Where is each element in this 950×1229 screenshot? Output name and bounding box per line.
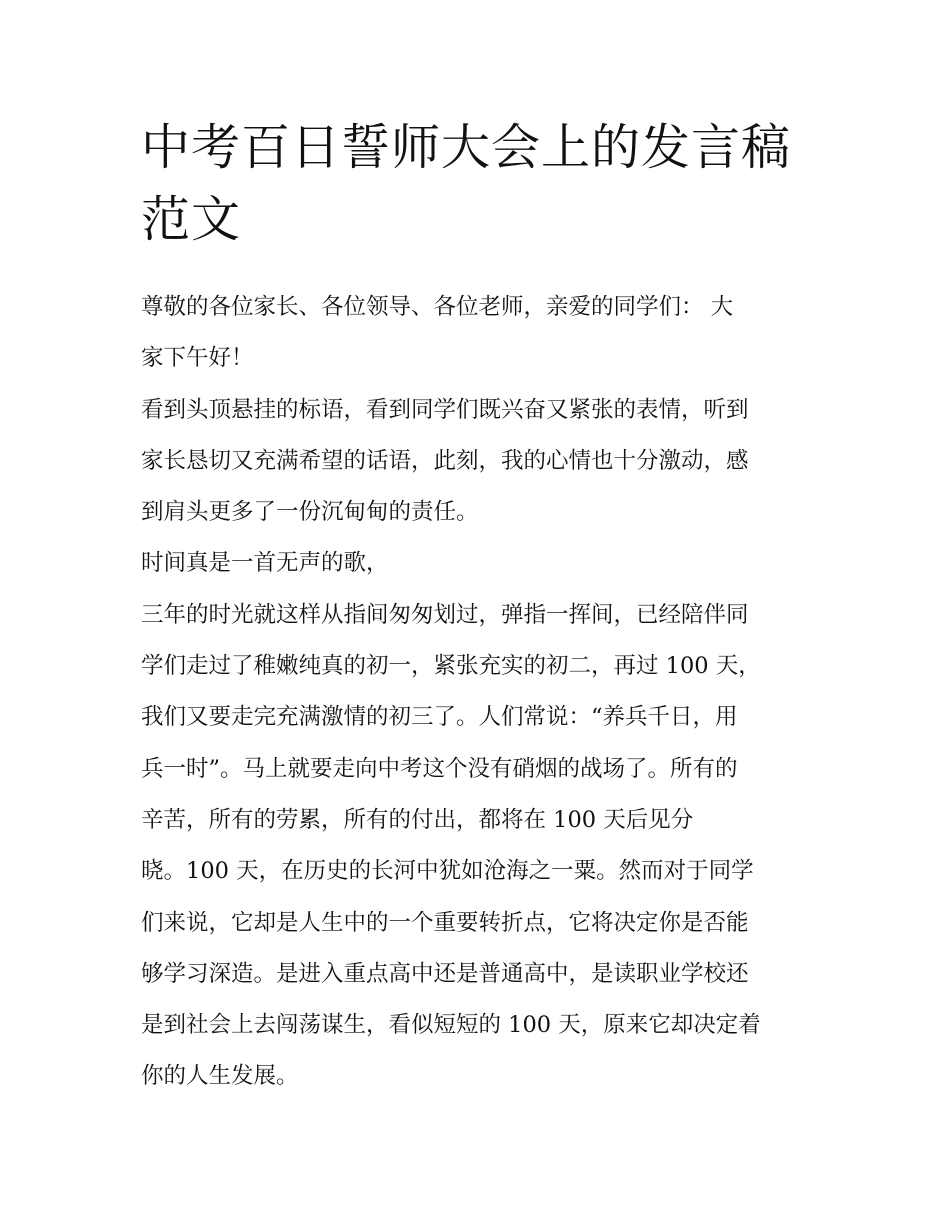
paragraph <box>141 385 813 539</box>
document-content <box>141 112 813 1103</box>
text-line: 是到社会上去闯荡谋生，看似短短的 100 天，原来它却决定着 <box>141 1012 761 1039</box>
text-line: 三年的时光就这样从指间匆匆划过，弹指一挥间，已经陪伴同 <box>141 601 749 628</box>
text-line: 我们又要走完充满激情的初三了。人们常说：“养兵千日，用 <box>141 704 738 731</box>
paragraph <box>141 282 813 385</box>
text-line: 晓。100 天，在历史的长河中犹如沧海之一粟。然而对于同学 <box>141 858 754 885</box>
paragraph <box>141 590 813 1103</box>
text-line: 你的人生发展。 <box>141 1063 299 1090</box>
text-line: 们来说，它却是人生中的一个重要转折点，它将决定你是否能 <box>141 909 749 936</box>
title-line: 范文 <box>141 191 242 248</box>
text-line: 家下午好！ <box>141 345 254 372</box>
text-line: 看到头顶悬挂的标语，看到同学们既兴奋又紧张的表情，听到 <box>141 396 749 423</box>
paragraph <box>141 538 813 589</box>
text-line: 尊敬的各位家长、各位领导、各位老师，亲爱的同学们： 大 <box>141 294 734 320</box>
text-line: 时间真是一首无声的歌， <box>141 550 389 577</box>
document-body <box>141 282 813 1103</box>
text-line: 兵一时”。马上就要走向中考这个没有硝烟的战场了。所有的 <box>141 755 738 782</box>
text-line: 辛苦，所有的劳累，所有的付出，都将在 100 天后见分 <box>141 806 694 833</box>
text-line: 学们走过了稚嫩纯真的初一，紧张充实的初二，再过 100 天， <box>141 653 761 680</box>
text-line: 够学习深造。是进入重点高中还是普通高中，是读职业学校还 <box>141 960 749 987</box>
title-line: 中考百日誓师大会上的发言稿 <box>141 119 792 176</box>
text-line: 家长恳切又充满希望的话语，此刻，我的心情也十分激动，感 <box>141 447 749 474</box>
document-title <box>141 112 813 256</box>
text-line: 到肩头更多了一份沉甸甸的责任。 <box>141 499 479 526</box>
